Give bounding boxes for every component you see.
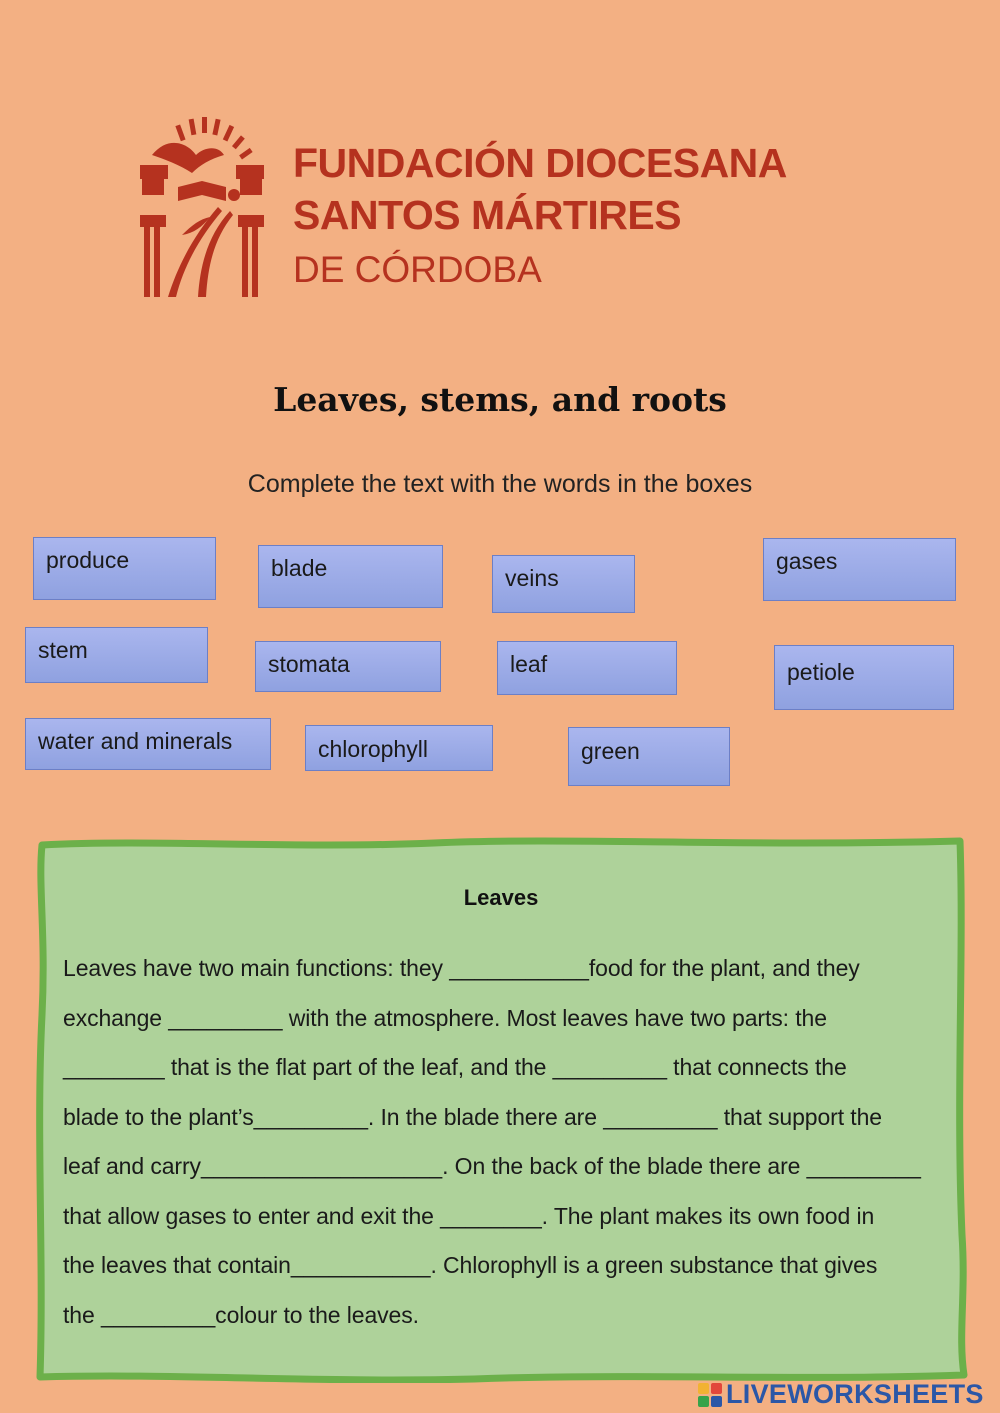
passage-panel <box>34 835 968 1383</box>
passage-line-6: that allow gases to enter and exit the ________. The plant makes its own food in <box>63 1202 875 1229</box>
word-box-water-and-minerals[interactable]: water and minerals <box>25 718 271 770</box>
word-box-gases[interactable]: gases <box>763 538 956 601</box>
worksheet-title: Leaves, stems, and roots <box>273 380 727 419</box>
passage-line-2: exchange _________ with the atmosphere. Most leaves have two parts: the <box>63 1004 827 1031</box>
passage-line-8: the _________colour to the leaves. <box>63 1301 419 1328</box>
instruction-text: Complete the text with the words in the boxes <box>247 470 753 498</box>
word-box-leaf[interactable]: leaf <box>497 641 677 695</box>
passage-text <box>63 944 943 1340</box>
word-box-petiole[interactable]: petiole <box>774 645 954 710</box>
word-box-stem[interactable]: stem <box>25 627 208 683</box>
passage-line-7: the leaves that contain___________. Chlorophyll is a green substance that gives <box>63 1252 878 1278</box>
logo-line-1: FUNDACIÓN DIOCESANA <box>293 140 787 186</box>
word-box-green[interactable]: green <box>568 727 730 786</box>
passage-line-4: blade to the plant’s_________. In the blade there are _________ that support the <box>63 1103 882 1130</box>
word-box-chlorophyll[interactable]: chlorophyll <box>305 725 493 771</box>
word-box-blade[interactable]: blade <box>258 545 443 608</box>
passage-line-1: Leaves have two main functions: they ___________food for the plant, and they <box>63 955 860 981</box>
logo-line-2: SANTOS MÁRTIRES <box>293 192 682 238</box>
word-box-produce[interactable]: produce <box>33 537 216 600</box>
logo-line-3: DE CÓRDOBA <box>293 249 542 290</box>
liveworksheets-logo-icon <box>697 1382 723 1408</box>
diocesan-emblem-icon <box>138 115 266 300</box>
foundation-logo <box>138 115 858 305</box>
word-box-veins[interactable]: veins <box>492 555 635 613</box>
passage-line-3: ________ that is the flat part of the leaf, and the _________ that connects the <box>63 1054 847 1080</box>
word-box-stomata[interactable]: stomata <box>255 641 441 692</box>
liveworksheets-wordmark: LIVEWORKSHEETS <box>726 1379 984 1409</box>
passage-heading: Leaves <box>463 885 539 910</box>
logo-wordmark <box>293 137 787 299</box>
passage-line-5: leaf and carry___________________. On the back of the blade there are _________ <box>63 1153 921 1179</box>
